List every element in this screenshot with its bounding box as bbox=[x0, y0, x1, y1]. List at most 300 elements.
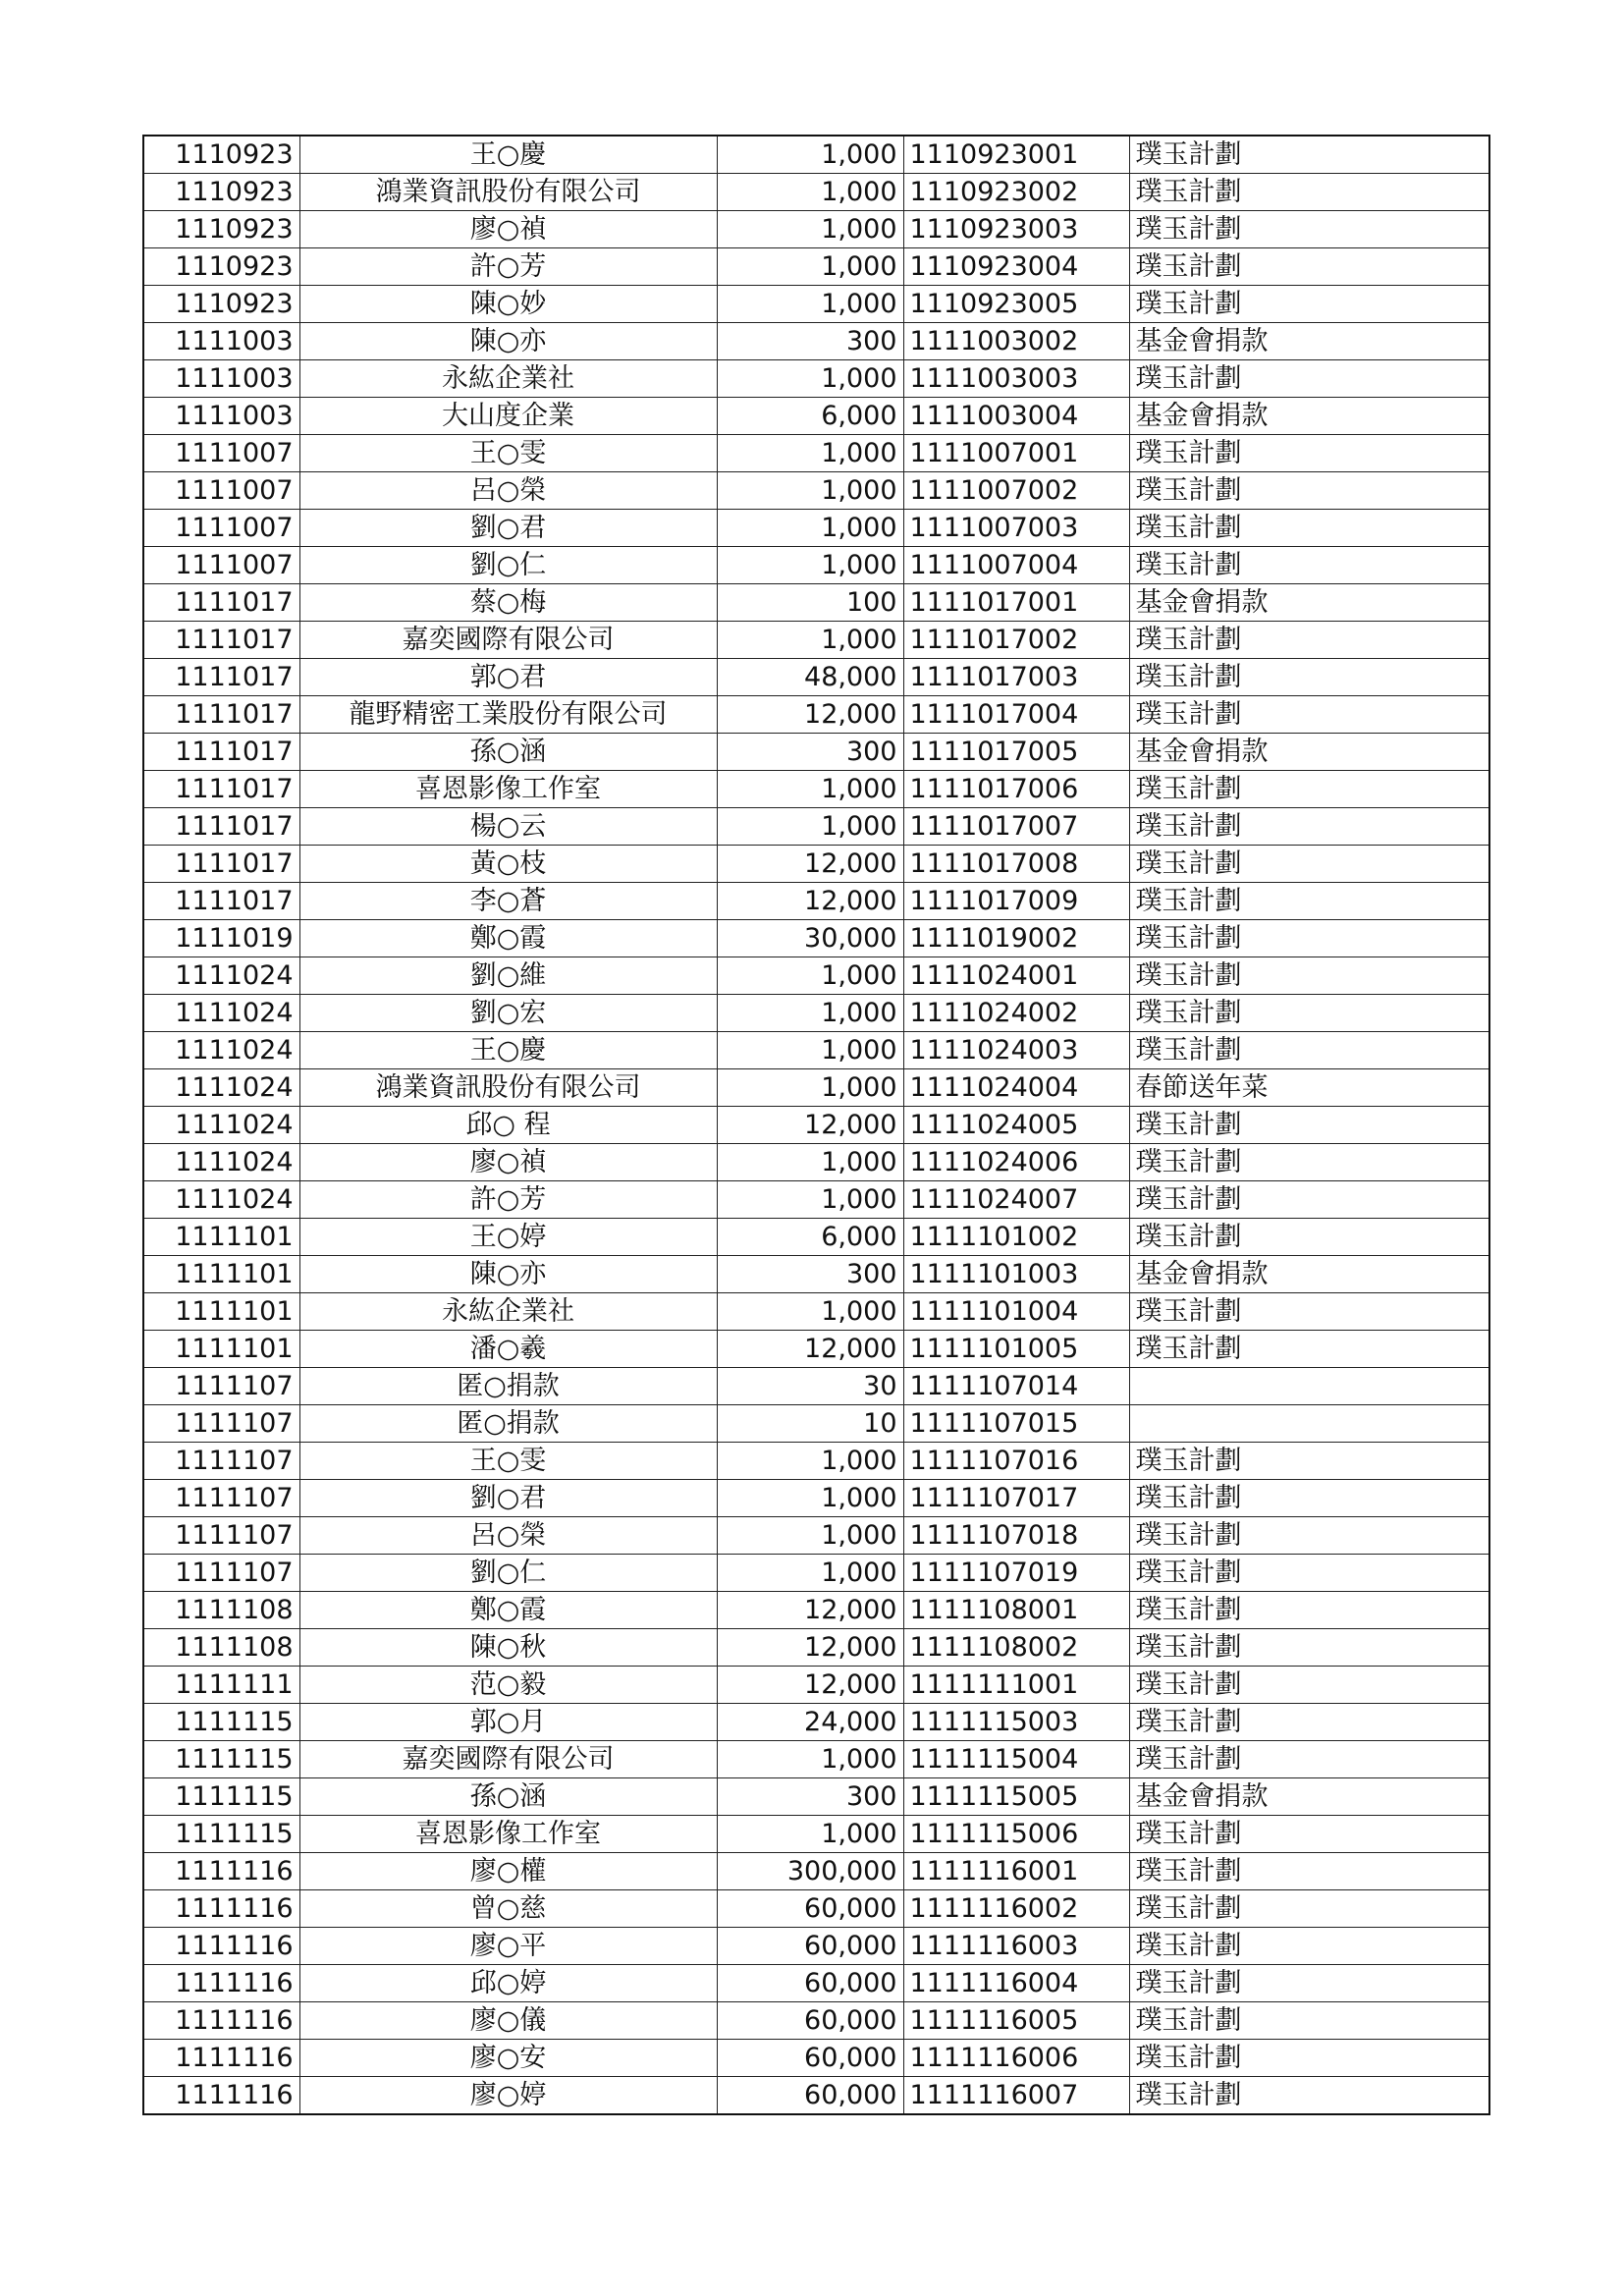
donation-sheet bbox=[142, 135, 1488, 2115]
receipt-number-cell: 1111017007 bbox=[903, 808, 1129, 846]
amount-cell: 12,000 bbox=[717, 1592, 903, 1629]
purpose-cell: 璞玉計劃 bbox=[1129, 1629, 1489, 1667]
table-row bbox=[143, 808, 1489, 846]
donor-name-cell: 邱○婷 bbox=[299, 1965, 717, 2002]
purpose-cell: 璞玉計劃 bbox=[1129, 1555, 1489, 1592]
receipt-number-cell: 1111019002 bbox=[903, 920, 1129, 957]
table-row bbox=[143, 1107, 1489, 1144]
table-row bbox=[143, 1965, 1489, 2002]
donor-name-cell: 許○芳 bbox=[299, 248, 717, 286]
amount-cell: 6,000 bbox=[717, 1219, 903, 1256]
date-cell: 1111017 bbox=[143, 883, 299, 920]
amount-cell: 10 bbox=[717, 1405, 903, 1443]
purpose-cell: 璞玉計劃 bbox=[1129, 1144, 1489, 1181]
date-cell: 1111107 bbox=[143, 1517, 299, 1555]
amount-cell: 12,000 bbox=[717, 696, 903, 734]
donor-name-cell: 王○慶 bbox=[299, 1032, 717, 1069]
amount-cell: 1,000 bbox=[717, 286, 903, 323]
receipt-number-cell: 1110923003 bbox=[903, 211, 1129, 248]
receipt-number-cell: 1111107014 bbox=[903, 1368, 1129, 1405]
donor-name-cell: 李○蒼 bbox=[299, 883, 717, 920]
receipt-number-cell: 1111108001 bbox=[903, 1592, 1129, 1629]
receipt-number-cell: 1111003004 bbox=[903, 398, 1129, 435]
amount-cell: 1,000 bbox=[717, 771, 903, 808]
amount-cell: 1,000 bbox=[717, 1517, 903, 1555]
donor-name-cell: 鄭○霞 bbox=[299, 1592, 717, 1629]
purpose-cell: 基金會捐款 bbox=[1129, 734, 1489, 771]
date-cell: 1111024 bbox=[143, 1181, 299, 1219]
receipt-number-cell: 1111017008 bbox=[903, 846, 1129, 883]
receipt-number-cell: 1111007002 bbox=[903, 472, 1129, 510]
table-row bbox=[143, 995, 1489, 1032]
purpose-cell: 璞玉計劃 bbox=[1129, 2002, 1489, 2040]
date-cell: 1111107 bbox=[143, 1368, 299, 1405]
date-cell: 1111115 bbox=[143, 1704, 299, 1741]
receipt-number-cell: 1111107015 bbox=[903, 1405, 1129, 1443]
table-row bbox=[143, 1704, 1489, 1741]
receipt-number-cell: 1111101003 bbox=[903, 1256, 1129, 1293]
purpose-cell: 基金會捐款 bbox=[1129, 1256, 1489, 1293]
donor-name-cell: 龍野精密工業股份有限公司 bbox=[299, 696, 717, 734]
table-row bbox=[143, 1405, 1489, 1443]
amount-cell: 1,000 bbox=[717, 435, 903, 472]
table-row bbox=[143, 248, 1489, 286]
donor-name-cell: 劉○宏 bbox=[299, 995, 717, 1032]
receipt-number-cell: 1111101005 bbox=[903, 1331, 1129, 1368]
donor-name-cell: 廖○婷 bbox=[299, 2077, 717, 2115]
table-row bbox=[143, 1928, 1489, 1965]
date-cell: 1111116 bbox=[143, 1965, 299, 2002]
purpose-cell: 璞玉計劃 bbox=[1129, 771, 1489, 808]
receipt-number-cell: 1111116002 bbox=[903, 1890, 1129, 1928]
table-row bbox=[143, 1368, 1489, 1405]
date-cell: 1111101 bbox=[143, 1293, 299, 1331]
donor-name-cell: 鴻業資訊股份有限公司 bbox=[299, 174, 717, 211]
date-cell: 1111017 bbox=[143, 771, 299, 808]
table-row bbox=[143, 771, 1489, 808]
donor-name-cell: 鄭○霞 bbox=[299, 920, 717, 957]
table-row bbox=[143, 1293, 1489, 1331]
amount-cell: 60,000 bbox=[717, 2077, 903, 2115]
amount-cell: 300 bbox=[717, 1256, 903, 1293]
purpose-cell bbox=[1129, 1368, 1489, 1405]
table-row bbox=[143, 286, 1489, 323]
receipt-number-cell: 1111017005 bbox=[903, 734, 1129, 771]
donor-name-cell: 潘○羲 bbox=[299, 1331, 717, 1368]
purpose-cell: 基金會捐款 bbox=[1129, 323, 1489, 360]
purpose-cell bbox=[1129, 1405, 1489, 1443]
donation-table-body bbox=[143, 136, 1489, 2114]
amount-cell: 300 bbox=[717, 323, 903, 360]
amount-cell: 12,000 bbox=[717, 1107, 903, 1144]
table-row bbox=[143, 1219, 1489, 1256]
purpose-cell: 基金會捐款 bbox=[1129, 398, 1489, 435]
purpose-cell: 璞玉計劃 bbox=[1129, 248, 1489, 286]
amount-cell: 24,000 bbox=[717, 1704, 903, 1741]
amount-cell: 1,000 bbox=[717, 472, 903, 510]
table-row bbox=[143, 846, 1489, 883]
table-row bbox=[143, 1517, 1489, 1555]
purpose-cell: 璞玉計劃 bbox=[1129, 360, 1489, 398]
table-row bbox=[143, 1181, 1489, 1219]
date-cell: 1110923 bbox=[143, 174, 299, 211]
donor-name-cell: 匿○捐款 bbox=[299, 1405, 717, 1443]
receipt-number-cell: 1111111001 bbox=[903, 1667, 1129, 1704]
receipt-number-cell: 1111024004 bbox=[903, 1069, 1129, 1107]
amount-cell: 60,000 bbox=[717, 1965, 903, 2002]
purpose-cell: 璞玉計劃 bbox=[1129, 1032, 1489, 1069]
donor-name-cell: 邱○ 程 bbox=[299, 1107, 717, 1144]
receipt-number-cell: 1111003003 bbox=[903, 360, 1129, 398]
donor-name-cell: 王○慶 bbox=[299, 136, 717, 174]
receipt-number-cell: 1111116005 bbox=[903, 2002, 1129, 2040]
date-cell: 1111115 bbox=[143, 1741, 299, 1778]
amount-cell: 30 bbox=[717, 1368, 903, 1405]
receipt-number-cell: 1111107017 bbox=[903, 1480, 1129, 1517]
purpose-cell: 璞玉計劃 bbox=[1129, 1480, 1489, 1517]
donor-name-cell: 陳○亦 bbox=[299, 323, 717, 360]
date-cell: 1111017 bbox=[143, 622, 299, 659]
amount-cell: 1,000 bbox=[717, 957, 903, 995]
date-cell: 1111017 bbox=[143, 734, 299, 771]
table-row bbox=[143, 510, 1489, 547]
date-cell: 1111017 bbox=[143, 696, 299, 734]
date-cell: 1110923 bbox=[143, 248, 299, 286]
date-cell: 1111107 bbox=[143, 1443, 299, 1480]
receipt-number-cell: 1111107016 bbox=[903, 1443, 1129, 1480]
amount-cell: 1,000 bbox=[717, 1816, 903, 1853]
table-row bbox=[143, 1144, 1489, 1181]
table-row bbox=[143, 1032, 1489, 1069]
donor-name-cell: 匿○捐款 bbox=[299, 1368, 717, 1405]
table-row bbox=[143, 696, 1489, 734]
table-row bbox=[143, 584, 1489, 622]
table-row bbox=[143, 398, 1489, 435]
receipt-number-cell: 1111108002 bbox=[903, 1629, 1129, 1667]
receipt-number-cell: 1110923002 bbox=[903, 174, 1129, 211]
table-row bbox=[143, 1443, 1489, 1480]
purpose-cell: 璞玉計劃 bbox=[1129, 1667, 1489, 1704]
purpose-cell: 璞玉計劃 bbox=[1129, 547, 1489, 584]
receipt-number-cell: 1111007003 bbox=[903, 510, 1129, 547]
date-cell: 1111024 bbox=[143, 957, 299, 995]
donor-name-cell: 王○雯 bbox=[299, 435, 717, 472]
amount-cell: 1,000 bbox=[717, 174, 903, 211]
receipt-number-cell: 1110923001 bbox=[903, 136, 1129, 174]
donor-name-cell: 郭○君 bbox=[299, 659, 717, 696]
amount-cell: 48,000 bbox=[717, 659, 903, 696]
purpose-cell: 璞玉計劃 bbox=[1129, 995, 1489, 1032]
date-cell: 1111107 bbox=[143, 1555, 299, 1592]
purpose-cell: 璞玉計劃 bbox=[1129, 211, 1489, 248]
donor-name-cell: 劉○仁 bbox=[299, 1555, 717, 1592]
donor-name-cell: 陳○秋 bbox=[299, 1629, 717, 1667]
amount-cell: 300 bbox=[717, 734, 903, 771]
purpose-cell: 璞玉計劃 bbox=[1129, 1181, 1489, 1219]
receipt-number-cell: 1111024002 bbox=[903, 995, 1129, 1032]
donor-name-cell: 大山度企業 bbox=[299, 398, 717, 435]
amount-cell: 12,000 bbox=[717, 846, 903, 883]
amount-cell: 1,000 bbox=[717, 995, 903, 1032]
amount-cell: 1,000 bbox=[717, 1555, 903, 1592]
purpose-cell: 璞玉計劃 bbox=[1129, 1965, 1489, 2002]
purpose-cell: 璞玉計劃 bbox=[1129, 136, 1489, 174]
date-cell: 1111101 bbox=[143, 1256, 299, 1293]
donor-name-cell: 劉○君 bbox=[299, 510, 717, 547]
receipt-number-cell: 1110923005 bbox=[903, 286, 1129, 323]
table-row bbox=[143, 1256, 1489, 1293]
purpose-cell: 璞玉計劃 bbox=[1129, 1293, 1489, 1331]
donor-name-cell: 廖○儀 bbox=[299, 2002, 717, 2040]
receipt-number-cell: 1111101002 bbox=[903, 1219, 1129, 1256]
amount-cell: 60,000 bbox=[717, 2040, 903, 2077]
purpose-cell: 璞玉計劃 bbox=[1129, 2040, 1489, 2077]
donor-name-cell: 劉○維 bbox=[299, 957, 717, 995]
amount-cell: 300,000 bbox=[717, 1853, 903, 1890]
donor-name-cell: 蔡○梅 bbox=[299, 584, 717, 622]
table-row bbox=[143, 1778, 1489, 1816]
amount-cell: 12,000 bbox=[717, 1629, 903, 1667]
purpose-cell: 璞玉計劃 bbox=[1129, 1853, 1489, 1890]
donor-name-cell: 王○婷 bbox=[299, 1219, 717, 1256]
purpose-cell: 基金會捐款 bbox=[1129, 1778, 1489, 1816]
table-row bbox=[143, 1890, 1489, 1928]
date-cell: 1111116 bbox=[143, 1928, 299, 1965]
date-cell: 1111007 bbox=[143, 510, 299, 547]
date-cell: 1111108 bbox=[143, 1592, 299, 1629]
amount-cell: 1,000 bbox=[717, 248, 903, 286]
purpose-cell: 璞玉計劃 bbox=[1129, 1517, 1489, 1555]
table-row bbox=[143, 883, 1489, 920]
date-cell: 1110923 bbox=[143, 286, 299, 323]
purpose-cell: 璞玉計劃 bbox=[1129, 2077, 1489, 2115]
table-row bbox=[143, 1480, 1489, 1517]
receipt-number-cell: 1111115003 bbox=[903, 1704, 1129, 1741]
donor-name-cell: 黃○枝 bbox=[299, 846, 717, 883]
receipt-number-cell: 1111116007 bbox=[903, 2077, 1129, 2115]
purpose-cell: 璞玉計劃 bbox=[1129, 174, 1489, 211]
receipt-number-cell: 1111017001 bbox=[903, 584, 1129, 622]
receipt-number-cell: 1111116001 bbox=[903, 1853, 1129, 1890]
purpose-cell: 璞玉計劃 bbox=[1129, 1741, 1489, 1778]
date-cell: 1110923 bbox=[143, 211, 299, 248]
receipt-number-cell: 1111003002 bbox=[903, 323, 1129, 360]
donor-name-cell: 陳○妙 bbox=[299, 286, 717, 323]
receipt-number-cell: 1111115005 bbox=[903, 1778, 1129, 1816]
amount-cell: 1,000 bbox=[717, 136, 903, 174]
amount-cell: 12,000 bbox=[717, 883, 903, 920]
receipt-number-cell: 1111024001 bbox=[903, 957, 1129, 995]
amount-cell: 1,000 bbox=[717, 510, 903, 547]
table-row bbox=[143, 360, 1489, 398]
donor-name-cell: 嘉奕國際有限公司 bbox=[299, 622, 717, 659]
table-row bbox=[143, 1741, 1489, 1778]
amount-cell: 1,000 bbox=[717, 1069, 903, 1107]
amount-cell: 1,000 bbox=[717, 1741, 903, 1778]
date-cell: 1111115 bbox=[143, 1778, 299, 1816]
date-cell: 1111017 bbox=[143, 808, 299, 846]
receipt-number-cell: 1111115006 bbox=[903, 1816, 1129, 1853]
receipt-number-cell: 1111116006 bbox=[903, 2040, 1129, 2077]
donor-name-cell: 喜恩影像工作室 bbox=[299, 771, 717, 808]
receipt-number-cell: 1111107019 bbox=[903, 1555, 1129, 1592]
purpose-cell: 璞玉計劃 bbox=[1129, 920, 1489, 957]
donor-name-cell: 永紘企業社 bbox=[299, 1293, 717, 1331]
receipt-number-cell: 1111017004 bbox=[903, 696, 1129, 734]
amount-cell: 1,000 bbox=[717, 211, 903, 248]
purpose-cell: 璞玉計劃 bbox=[1129, 957, 1489, 995]
receipt-number-cell: 1111017002 bbox=[903, 622, 1129, 659]
date-cell: 1111007 bbox=[143, 435, 299, 472]
receipt-number-cell: 1111007001 bbox=[903, 435, 1129, 472]
purpose-cell: 璞玉計劃 bbox=[1129, 696, 1489, 734]
donor-name-cell: 王○雯 bbox=[299, 1443, 717, 1480]
date-cell: 1111116 bbox=[143, 1890, 299, 1928]
donor-name-cell: 呂○榮 bbox=[299, 1517, 717, 1555]
purpose-cell: 璞玉計劃 bbox=[1129, 622, 1489, 659]
date-cell: 1111007 bbox=[143, 472, 299, 510]
receipt-number-cell: 1111017006 bbox=[903, 771, 1129, 808]
donor-name-cell: 喜恩影像工作室 bbox=[299, 1816, 717, 1853]
purpose-cell: 璞玉計劃 bbox=[1129, 472, 1489, 510]
table-row bbox=[143, 1555, 1489, 1592]
table-row bbox=[143, 1816, 1489, 1853]
table-row bbox=[143, 2002, 1489, 2040]
amount-cell: 1,000 bbox=[717, 1443, 903, 1480]
date-cell: 1111107 bbox=[143, 1480, 299, 1517]
purpose-cell: 春節送年菜 bbox=[1129, 1069, 1489, 1107]
date-cell: 1111116 bbox=[143, 2002, 299, 2040]
donor-name-cell: 廖○禎 bbox=[299, 211, 717, 248]
amount-cell: 1,000 bbox=[717, 1480, 903, 1517]
donor-name-cell: 郭○月 bbox=[299, 1704, 717, 1741]
table-row bbox=[143, 622, 1489, 659]
date-cell: 1111017 bbox=[143, 659, 299, 696]
donor-name-cell: 廖○權 bbox=[299, 1853, 717, 1890]
receipt-number-cell: 1111107018 bbox=[903, 1517, 1129, 1555]
table-row bbox=[143, 734, 1489, 771]
receipt-number-cell: 1111024006 bbox=[903, 1144, 1129, 1181]
amount-cell: 1,000 bbox=[717, 360, 903, 398]
table-row bbox=[143, 1069, 1489, 1107]
purpose-cell: 璞玉計劃 bbox=[1129, 1592, 1489, 1629]
receipt-number-cell: 1110923004 bbox=[903, 248, 1129, 286]
purpose-cell: 璞玉計劃 bbox=[1129, 1107, 1489, 1144]
date-cell: 1111108 bbox=[143, 1629, 299, 1667]
date-cell: 1111111 bbox=[143, 1667, 299, 1704]
receipt-number-cell: 1111024007 bbox=[903, 1181, 1129, 1219]
donor-name-cell: 曾○慈 bbox=[299, 1890, 717, 1928]
amount-cell: 60,000 bbox=[717, 1890, 903, 1928]
table-row bbox=[143, 1331, 1489, 1368]
table-row bbox=[143, 136, 1489, 174]
donor-name-cell: 嘉奕國際有限公司 bbox=[299, 1741, 717, 1778]
table-row bbox=[143, 2040, 1489, 2077]
table-row bbox=[143, 1667, 1489, 1704]
amount-cell: 1,000 bbox=[717, 547, 903, 584]
amount-cell: 1,000 bbox=[717, 1181, 903, 1219]
amount-cell: 60,000 bbox=[717, 1928, 903, 1965]
donor-name-cell: 許○芳 bbox=[299, 1181, 717, 1219]
date-cell: 1111024 bbox=[143, 1107, 299, 1144]
amount-cell: 1,000 bbox=[717, 1293, 903, 1331]
amount-cell: 12,000 bbox=[717, 1331, 903, 1368]
date-cell: 1111003 bbox=[143, 398, 299, 435]
purpose-cell: 璞玉計劃 bbox=[1129, 1928, 1489, 1965]
donor-name-cell: 廖○禎 bbox=[299, 1144, 717, 1181]
date-cell: 1111024 bbox=[143, 995, 299, 1032]
donor-name-cell: 呂○榮 bbox=[299, 472, 717, 510]
amount-cell: 1,000 bbox=[717, 1144, 903, 1181]
date-cell: 1111107 bbox=[143, 1405, 299, 1443]
donor-name-cell: 楊○云 bbox=[299, 808, 717, 846]
amount-cell: 1,000 bbox=[717, 622, 903, 659]
receipt-number-cell: 1111007004 bbox=[903, 547, 1129, 584]
date-cell: 1111116 bbox=[143, 1853, 299, 1890]
table-row bbox=[143, 1853, 1489, 1890]
date-cell: 1111116 bbox=[143, 2077, 299, 2115]
table-row bbox=[143, 957, 1489, 995]
donor-name-cell: 孫○涵 bbox=[299, 734, 717, 771]
date-cell: 1111017 bbox=[143, 846, 299, 883]
donor-name-cell: 劉○君 bbox=[299, 1480, 717, 1517]
date-cell: 1111007 bbox=[143, 547, 299, 584]
purpose-cell: 璞玉計劃 bbox=[1129, 846, 1489, 883]
purpose-cell: 璞玉計劃 bbox=[1129, 1890, 1489, 1928]
table-row bbox=[143, 174, 1489, 211]
donor-name-cell: 鴻業資訊股份有限公司 bbox=[299, 1069, 717, 1107]
amount-cell: 6,000 bbox=[717, 398, 903, 435]
donor-name-cell: 廖○平 bbox=[299, 1928, 717, 1965]
receipt-number-cell: 1111024003 bbox=[903, 1032, 1129, 1069]
date-cell: 1111024 bbox=[143, 1144, 299, 1181]
purpose-cell: 璞玉計劃 bbox=[1129, 510, 1489, 547]
donation-table bbox=[142, 135, 1490, 2115]
donor-name-cell: 永紘企業社 bbox=[299, 360, 717, 398]
amount-cell: 100 bbox=[717, 584, 903, 622]
purpose-cell: 璞玉計劃 bbox=[1129, 1704, 1489, 1741]
table-row bbox=[143, 920, 1489, 957]
amount-cell: 1,000 bbox=[717, 1032, 903, 1069]
table-row bbox=[143, 659, 1489, 696]
receipt-number-cell: 1111017003 bbox=[903, 659, 1129, 696]
date-cell: 1111101 bbox=[143, 1331, 299, 1368]
donor-name-cell: 孫○涵 bbox=[299, 1778, 717, 1816]
purpose-cell: 璞玉計劃 bbox=[1129, 808, 1489, 846]
date-cell: 1111019 bbox=[143, 920, 299, 957]
receipt-number-cell: 1111116003 bbox=[903, 1928, 1129, 1965]
table-row bbox=[143, 323, 1489, 360]
table-row bbox=[143, 435, 1489, 472]
date-cell: 1111003 bbox=[143, 323, 299, 360]
purpose-cell: 基金會捐款 bbox=[1129, 584, 1489, 622]
amount-cell: 60,000 bbox=[717, 2002, 903, 2040]
date-cell: 1111003 bbox=[143, 360, 299, 398]
receipt-number-cell: 1111116004 bbox=[903, 1965, 1129, 2002]
donor-name-cell: 劉○仁 bbox=[299, 547, 717, 584]
purpose-cell: 璞玉計劃 bbox=[1129, 883, 1489, 920]
date-cell: 1110923 bbox=[143, 136, 299, 174]
amount-cell: 1,000 bbox=[717, 808, 903, 846]
receipt-number-cell: 1111024005 bbox=[903, 1107, 1129, 1144]
table-row bbox=[143, 1629, 1489, 1667]
purpose-cell: 璞玉計劃 bbox=[1129, 435, 1489, 472]
donor-name-cell: 廖○安 bbox=[299, 2040, 717, 2077]
purpose-cell: 璞玉計劃 bbox=[1129, 286, 1489, 323]
table-row bbox=[143, 472, 1489, 510]
amount-cell: 30,000 bbox=[717, 920, 903, 957]
date-cell: 1111017 bbox=[143, 584, 299, 622]
